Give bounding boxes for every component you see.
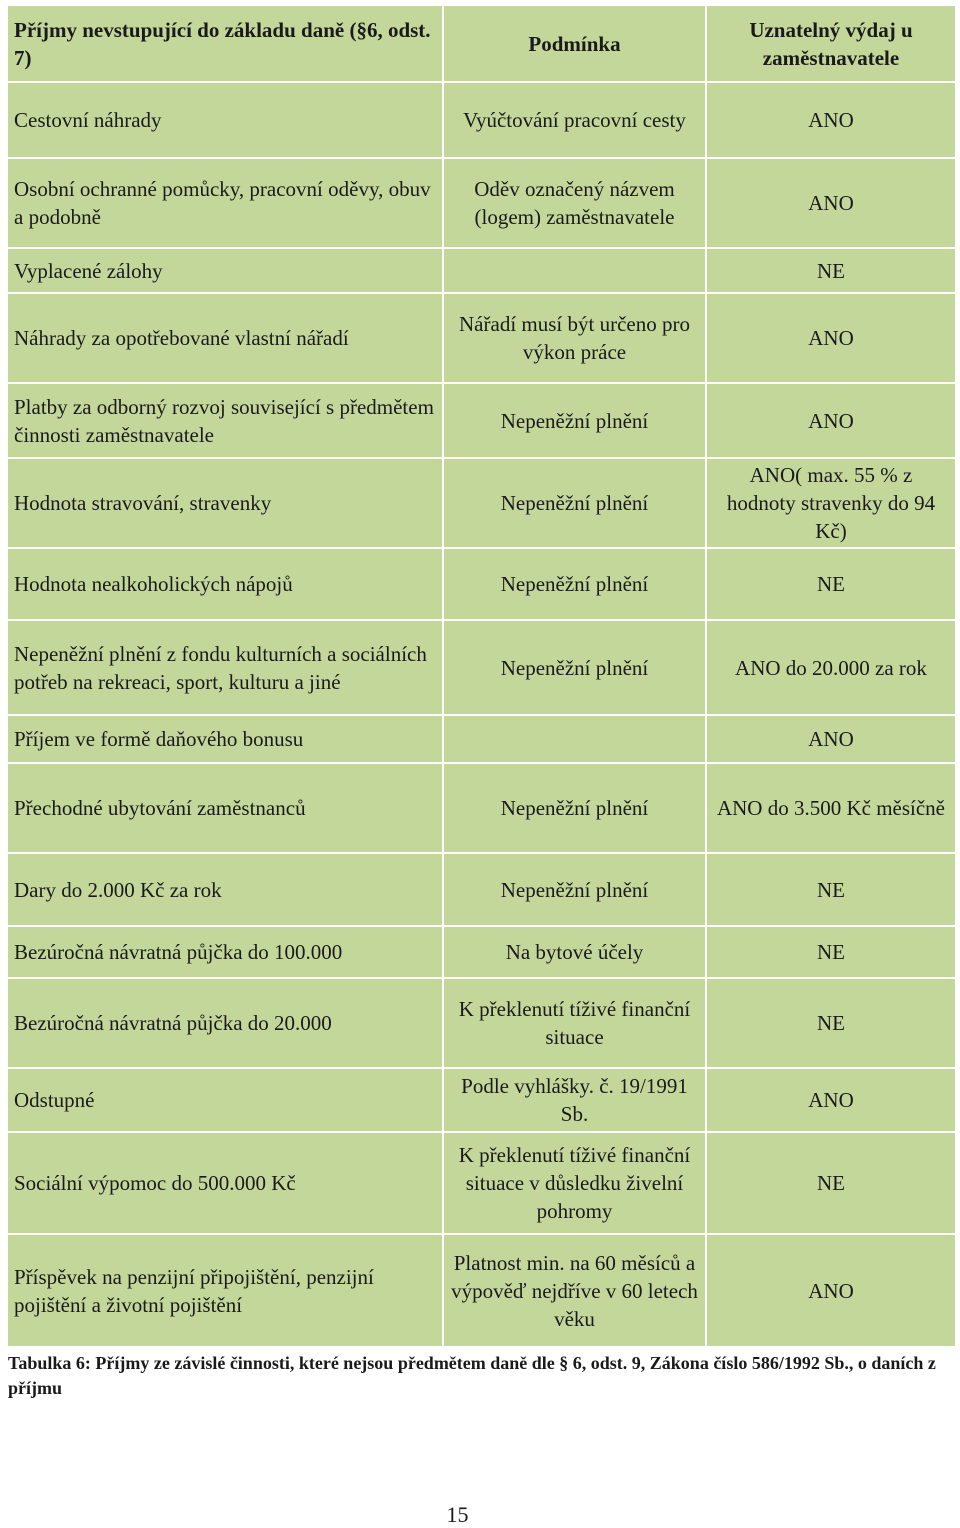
condition-cell: Nářadí musí být určeno pro výkon práce — [443, 293, 706, 383]
income-cell: Hodnota stravování, stravenky — [7, 458, 443, 548]
deductible-cell: ANO — [706, 293, 956, 383]
table-row — [7, 763, 956, 853]
income-cell: Platby za odborný rozvoj související s předmětem činnosti zaměstnavatele — [7, 383, 443, 458]
table-header-row — [7, 5, 956, 82]
table-row — [7, 548, 956, 620]
table-row — [7, 458, 956, 548]
deductible-cell: ANO — [706, 1234, 956, 1347]
income-cell: Osobní ochranné pomůcky, pracovní oděvy, obuv a podobně — [7, 158, 443, 248]
condition-cell: Vyúčtování pracovní cesty — [443, 82, 706, 158]
deductible-cell: NE — [706, 548, 956, 620]
condition-cell: Nepeněžní plnění — [443, 383, 706, 458]
deductible-cell: NE — [706, 1132, 956, 1234]
table-row — [7, 715, 956, 763]
deductible-cell: ANO do 20.000 za rok — [706, 620, 956, 715]
table-row — [7, 158, 956, 248]
deductible-cell: ANO — [706, 1068, 956, 1132]
income-cell: Cestovní náhrady — [7, 82, 443, 158]
income-table — [6, 4, 957, 1348]
condition-cell: Na bytové účely — [443, 926, 706, 978]
condition-cell — [443, 248, 706, 293]
table-caption: Tabulka 6: Příjmy ze závislé činnosti, které nejsou předmětem daně dle § 6, odst. 9, Zákona číslo 586/1992 Sb., o daních z příjmu — [8, 1353, 936, 1398]
table-row — [7, 1132, 956, 1234]
deductible-cell: NE — [706, 248, 956, 293]
table-row — [7, 926, 956, 978]
condition-cell: Nepeněžní plnění — [443, 458, 706, 548]
income-cell: Hodnota nealkoholických nápojů — [7, 548, 443, 620]
income-cell: Sociální výpomoc do 500.000 Kč — [7, 1132, 443, 1234]
income-cell: Přechodné ubytování zaměstnanců — [7, 763, 443, 853]
condition-cell: Platnost min. na 60 měsíců a výpověď nejdříve v 60 letech věku — [443, 1234, 706, 1347]
header-deductible: Uznatelný výdaj u zaměstnavatele — [706, 5, 956, 82]
condition-cell: Nepeněžní plnění — [443, 620, 706, 715]
table-row — [7, 293, 956, 383]
deductible-cell: ANO — [706, 715, 956, 763]
condition-cell: Oděv označený názvem (logem) zaměstnavatele — [443, 158, 706, 248]
table-row — [7, 978, 956, 1068]
table-row — [7, 82, 956, 158]
income-cell: Odstupné — [7, 1068, 443, 1132]
deductible-cell: ANO( max. 55 % z hodnoty stravenky do 94 Kč) — [706, 458, 956, 548]
condition-cell: K překlenutí tíživé finanční situace v důsledku živelní pohromy — [443, 1132, 706, 1234]
deductible-cell: ANO — [706, 158, 956, 248]
deductible-cell: NE — [706, 978, 956, 1068]
table-row — [7, 853, 956, 926]
condition-cell — [443, 715, 706, 763]
condition-cell: Nepeněžní plnění — [443, 763, 706, 853]
page-number: 15 — [446, 1502, 469, 1527]
condition-cell: Podle vyhlášky. č. 19/1991 Sb. — [443, 1068, 706, 1132]
table-row — [7, 1068, 956, 1132]
table-row — [7, 620, 956, 715]
income-cell: Bezúročná návratná půjčka do 100.000 — [7, 926, 443, 978]
deductible-cell: ANO — [706, 82, 956, 158]
condition-cell: Nepeněžní plnění — [443, 548, 706, 620]
deductible-cell: ANO — [706, 383, 956, 458]
condition-cell: K překlenutí tíživé finanční situace — [443, 978, 706, 1068]
deductible-cell: NE — [706, 853, 956, 926]
header-income: Příjmy nevstupující do základu daně (§6, odst. 7) — [7, 5, 443, 82]
condition-cell: Nepeněžní plnění — [443, 853, 706, 926]
income-cell: Bezúročná návratná půjčka do 20.000 — [7, 978, 443, 1068]
income-cell: Náhrady za opotřebované vlastní nářadí — [7, 293, 443, 383]
header-condition: Podmínka — [443, 5, 706, 82]
table-row — [7, 248, 956, 293]
deductible-cell: NE — [706, 926, 956, 978]
deductible-cell: ANO do 3.500 Kč měsíčně — [706, 763, 956, 853]
income-cell: Vyplacené zálohy — [7, 248, 443, 293]
income-cell: Dary do 2.000 Kč za rok — [7, 853, 443, 926]
income-cell: Příspěvek na penzijní připojištění, penzijní pojištění a životní pojištění — [7, 1234, 443, 1347]
income-cell: Nepeněžní plnění z fondu kulturních a sociálních potřeb na rekreaci, sport, kulturu a jiné — [7, 620, 443, 715]
income-cell: Příjem ve formě daňového bonusu — [7, 715, 443, 763]
table-row — [7, 1234, 956, 1347]
table-row — [7, 383, 956, 458]
